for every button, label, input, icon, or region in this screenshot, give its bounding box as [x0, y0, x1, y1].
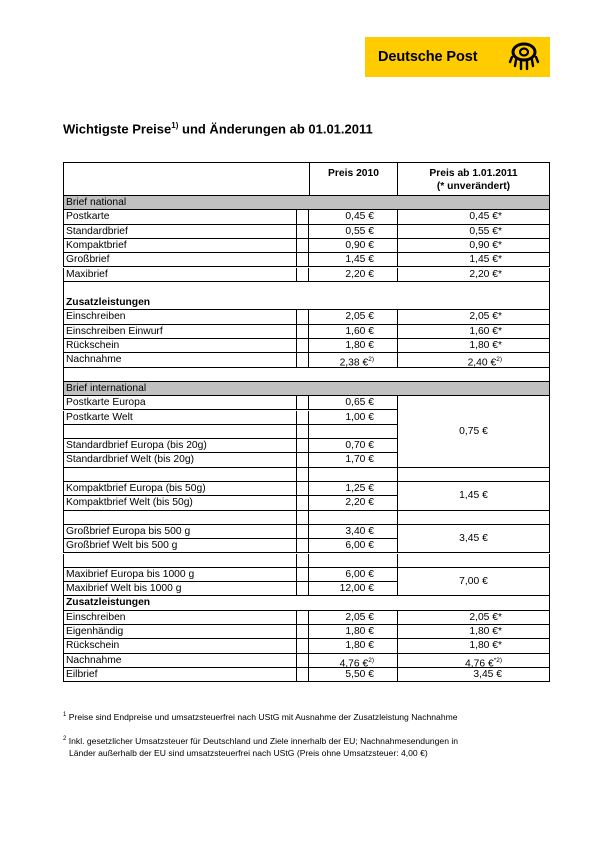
item-name: Rückschein	[63, 339, 296, 353]
item-name: Eigenhändig	[63, 625, 296, 639]
item-name: Eilbrief	[63, 668, 296, 682]
price-2011: 0,55 €*	[397, 225, 550, 239]
table-header	[63, 162, 550, 196]
table-row	[63, 253, 550, 267]
price-2010: 2,38 €$^{2)}$	[309, 353, 397, 367]
spacer-row	[63, 554, 550, 568]
price-2010: 1,60 €	[309, 325, 397, 339]
table-row	[63, 625, 550, 639]
table-row	[63, 310, 550, 324]
subsection-row	[63, 296, 550, 310]
item-name: Einschreiben	[63, 611, 296, 625]
price-2010: 2,20 €	[309, 496, 397, 510]
price-2010: 4,76 €$^{2)}$	[309, 654, 397, 668]
subsection-title: Zusatzleistungen	[63, 596, 550, 610]
table-row	[63, 325, 550, 339]
price-2011: 4,76 €$^{*2)}$	[397, 654, 550, 668]
table-row	[63, 225, 550, 239]
price-2011: 2,20 €*	[397, 268, 550, 282]
posthorn-icon	[508, 41, 540, 73]
price-2011: 1,45 €*	[397, 253, 550, 267]
item-name: Standardbrief Welt (bis 20g)	[63, 453, 296, 467]
table-row	[63, 268, 550, 282]
footnote-1: $^1$ Preise sind Endpreise und umsatzsteuerfrei nach UStG mit Ausnahme der Zusatzleistung Nachnahme	[63, 711, 458, 722]
price-2010: 2,05 €	[309, 310, 397, 324]
table-row	[63, 654, 550, 668]
table-row	[63, 668, 550, 682]
page-title: Wichtigste Preise$^{1)}$ und Änderungen ab 01.01.2011	[63, 121, 373, 137]
price-2010: 3,40 €	[309, 525, 397, 539]
footnotes	[63, 709, 543, 759]
table-row	[63, 639, 550, 653]
price-2011: 2,05 €*	[397, 611, 550, 625]
table-row	[63, 611, 550, 625]
section-brief-international	[63, 382, 550, 396]
item-name: Postkarte	[63, 210, 296, 224]
merged-price-2011: 0,75 €	[397, 395, 550, 468]
merged-price-2011: 3,45 €	[397, 524, 550, 554]
price-2010: 0,55 €	[309, 225, 397, 239]
price-2010: 1,80 €	[309, 625, 397, 639]
price-2010: 1,70 €	[309, 453, 397, 467]
price-2010: 0,45 €	[309, 210, 397, 224]
price-2011: 1,60 €*	[397, 325, 550, 339]
item-name: Nachnahme	[63, 353, 296, 367]
price-2011: 0,90 €*	[397, 239, 550, 253]
item-name: Standardbrief	[63, 225, 296, 239]
price-2010: 6,00 €	[309, 539, 397, 553]
price-2011: 2,40 €$^{2)}$	[397, 353, 550, 367]
subsection-row	[63, 596, 550, 610]
item-name: Einschreiben	[63, 310, 296, 324]
price-2011: 0,45 €*	[397, 210, 550, 224]
item-name: Großbrief Welt bis 500 g	[63, 539, 296, 553]
item-name: Großbrief Europa bis 500 g	[63, 525, 296, 539]
table-row	[63, 353, 550, 367]
price-2011: 2,05 €*	[397, 310, 550, 324]
table-row	[63, 339, 550, 353]
price-2011: 1,80 €*	[397, 639, 550, 653]
section-brief-national-label: Brief national	[63, 196, 550, 210]
spacer-row	[63, 282, 550, 296]
item-name: Kompaktbrief Welt (bis 50g)	[63, 496, 296, 510]
brand-name: Deutsche Post	[378, 49, 478, 65]
spacer-row	[63, 468, 550, 482]
item-name: Standardbrief Europa (bis 20g)	[63, 439, 296, 453]
header-preis-2010: Preis 2010	[309, 162, 397, 196]
merged-price-2011: 1,45 €	[397, 481, 550, 511]
item-name: Postkarte Welt	[63, 411, 296, 425]
price-2011: 3,45 €	[397, 668, 550, 682]
header-preis-2011: Preis ab 1.01.2011 (* unverändert)	[397, 162, 550, 196]
merged-price-2011: 7,00 €	[397, 567, 550, 597]
subsection-title: Zusatzleistungen	[63, 296, 550, 310]
item-name: Maxibrief Europa bis 1000 g	[63, 568, 296, 582]
item-name: Maxibrief Welt bis 1000 g	[63, 582, 296, 596]
price-2010: 0,65 €	[309, 396, 397, 410]
item-name: Rückschein	[63, 639, 296, 653]
spacer-row	[63, 368, 550, 382]
price-2010: 1,25 €	[309, 482, 397, 496]
price-2010: 1,00 €	[309, 411, 397, 425]
table-row	[63, 210, 550, 224]
price-2010: 5,50 €	[309, 668, 397, 682]
price-2010: 0,70 €	[309, 439, 397, 453]
item-name: Postkarte Europa	[63, 396, 296, 410]
item-name: Nachnahme	[63, 654, 296, 668]
price-2010: 1,80 €	[309, 339, 397, 353]
price-2010: 6,00 €	[309, 568, 397, 582]
section-brief-international-label: Brief international	[63, 382, 550, 396]
price-2010: 1,45 €	[309, 253, 397, 267]
spacer-row	[63, 511, 550, 525]
price-2010: 2,05 €	[309, 611, 397, 625]
price-2010: 0,90 €	[309, 239, 397, 253]
section-brief-national	[63, 196, 550, 210]
price-2011: 1,80 €*	[397, 625, 550, 639]
footnote-2: $^2$ Inkl. gesetzlicher Umsatzsteuer für Deutschland und Ziele innerhalb der EU; Nachnahmesendungen in Länder außerhalb der EU sind umsatzsteuerfrei nach UStG (Preis ohne Umsatzsteuer: 4,00 €)	[63, 735, 459, 758]
table-row	[63, 239, 550, 253]
price-2011: 1,80 €*	[397, 339, 550, 353]
item-name: Einschreiben Einwurf	[63, 325, 296, 339]
item-name: Maxibrief	[63, 268, 296, 282]
price-2010: 12,00 €	[309, 582, 397, 596]
price-2010: 1,80 €	[309, 639, 397, 653]
price-table	[63, 162, 550, 682]
price-2010: 2,20 €	[309, 268, 397, 282]
item-name: Kompaktbrief	[63, 239, 296, 253]
item-name: Kompaktbrief Europa (bis 50g)	[63, 482, 296, 496]
item-name: Großbrief	[63, 253, 296, 267]
deutsche-post-logo	[365, 37, 550, 77]
